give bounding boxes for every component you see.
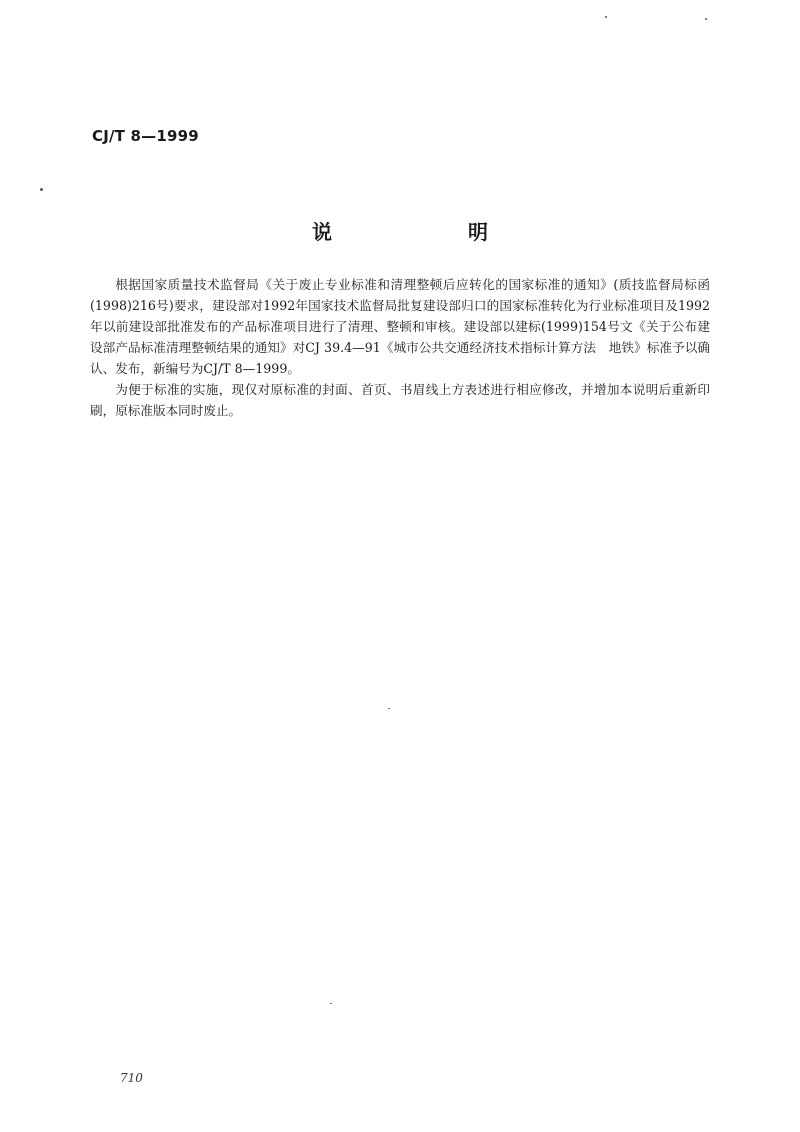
- scan-speck: [605, 16, 607, 18]
- scan-speck: [705, 18, 707, 20]
- page-number: 710: [120, 1071, 143, 1085]
- page-title: 说 明: [312, 220, 546, 244]
- scan-speck: [330, 1003, 332, 1004]
- paragraph: 为便于标准的实施，现仅对原标准的封面、首页、书眉线上方表述进行相应修改，并增加本说明后重新印刷，原标准版本同时废止。: [90, 382, 710, 418]
- standard-code: CJ/T 8—1999: [92, 127, 199, 145]
- scan-speck: [40, 188, 43, 191]
- paragraph: 根据国家质量技术监督局《关于废止专业标准和清理整顿后应转化的国家标准的通知》(质技监督局标函(1998)216号)要求，建设部对1992年国家技术监督局批复建设部归口的国家标准转化为行业标准项目及1992年以前建设部批准发布的产品标准项目进行了清理、整顿和审核。建设部以建标(1999)154号文《关于公布建设部产品标准清理整顿结果的通知》对CJ 39.4—91《城市公共交通经济技术指标计算方法 地铁》标准予以确认、发布，新编号为CJ/T 8—1999。: [90, 277, 710, 376]
- scan-speck: [388, 708, 390, 709]
- body-text: [90, 274, 710, 421]
